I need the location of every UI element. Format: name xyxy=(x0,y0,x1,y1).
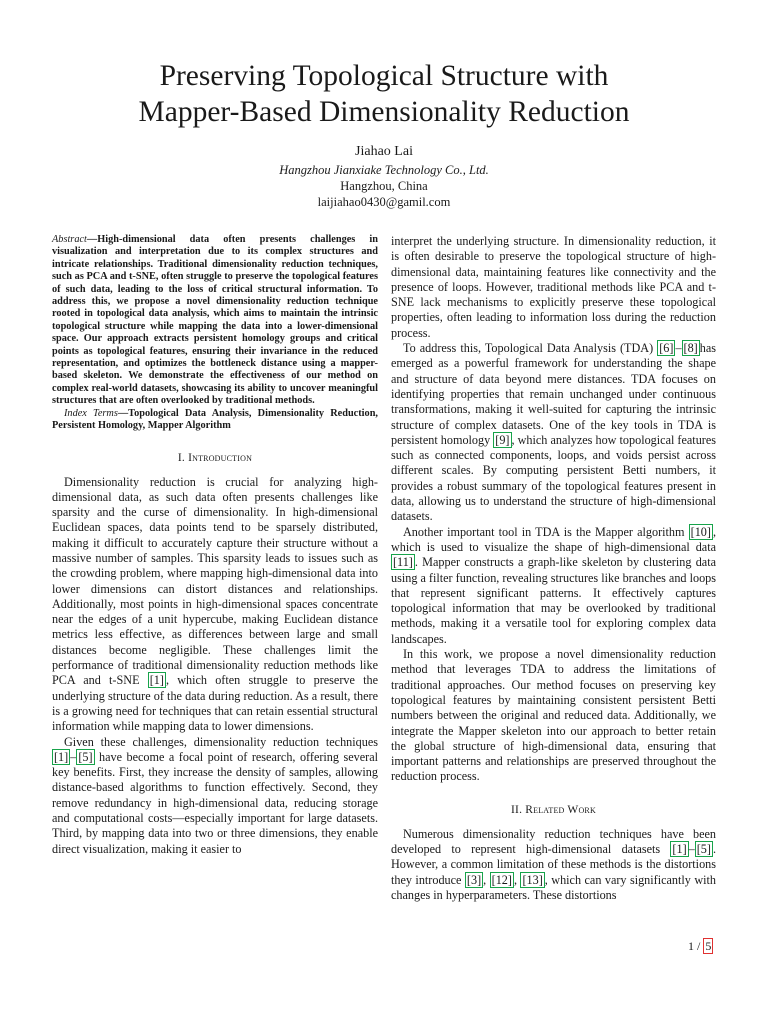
title-line-2: Mapper-Based Dimensionality Reduction xyxy=(138,96,630,128)
paragraph-text: Numerous dimensionality reduction techniques have been developed to represent high-dimensional datasets xyxy=(391,826,716,856)
citation-link[interactable]: [13] xyxy=(522,872,543,887)
citation-link[interactable]: [10] xyxy=(690,524,711,539)
paragraph-text: , which analyzes how topological features such as connected components, loops, and voids persist across different scales. By computing persistent Betti numbers, it provides a robust summary of the topological features present in data, allowing us to understand the structure of high-dimensional datasets. xyxy=(391,432,716,524)
right-column xyxy=(391,234,716,903)
section-title: Related Work xyxy=(525,803,596,816)
paragraph-text: Dimensionality reduction is crucial for analyzing high-dimensional data, as such data often presents challenges like sparsity and the curse of dimensionality. In high-dimensional Euclidean spaces, data points tend to be sparsely distributed, making it difficult to accurately capture their structure without a massive number of samples. This sparsity leads to issues such as the crowding problem, where mapping high-dimensional data into lower dimensions can distort distances and relationships. Additionally, most points in high-dimensional spaces concentrate near the edges of a unit hypercube, making Euclidean distance metrics less effective, as differences between large and small distances become negligible. These challenges limit the performance of traditional dimensionality reduction methods like PCA and t-SNE xyxy=(52,474,378,688)
paragraph-text: have become a focal point of research, offering several key benefits. First, they increase the density of samples, allowing distance-based algorithms to function effectively. Second, they remove redundancy in high-dimensional data, reducing storage and computational costs—especially important for large datasets. Third, by mapping data into two or three dimensions, they enable direct visualization, making it easier to xyxy=(52,749,378,856)
intro-paragraph-2 xyxy=(52,735,378,857)
citation-link[interactable]: [11] xyxy=(393,555,413,570)
paragraph-text: , which often struggle to preserve the underlying structure of the data during reduction. As a result, there is a growing need for techniques that can retain essential structural information while mapping data to lower dimensions. xyxy=(52,673,378,734)
index-terms xyxy=(52,408,378,433)
citation-separator: , xyxy=(513,872,521,887)
paper-title xyxy=(60,58,708,130)
intro-paragraph-4 xyxy=(391,525,716,647)
section-numeral: I. xyxy=(177,451,185,464)
citation-link[interactable]: [1] xyxy=(54,749,69,764)
related-paragraph-1 xyxy=(391,827,716,903)
author-name: Jiahao Lai xyxy=(355,144,413,159)
author-affiliation: Hangzhou Jianxiake Technology Co., Ltd. xyxy=(279,163,489,177)
paragraph-text: To address this, Topological Data Analysis (TDA) xyxy=(403,341,658,356)
citation-link[interactable]: [8] xyxy=(683,341,698,356)
author-block xyxy=(184,143,584,210)
paragraph-text: , which is used to visualize the shape of high-dimensional data xyxy=(391,524,716,554)
abstract xyxy=(52,234,378,408)
paragraph-text: has emerged as a powerful framework for understanding the shape and structure of data beyond mere distances. TDA focuses on identifying properties that remain unchanged under continuous transformations, making it well-suited for capturing the intrinsic structure of complex datasets. One of the key tools in TDA is persistent homology xyxy=(391,341,716,447)
citation-link[interactable]: [9] xyxy=(495,432,510,447)
paragraph-text: . Mapper constructs a graph-like skeleton by clustering data using a filter function, revealing structures like branches and loops that represent significant patterns. It effectively captures topological information that may be overlooked by traditional methods, making it a versatile tool for exploring complex data landscapes. xyxy=(391,555,716,646)
citation-separator: , xyxy=(483,872,490,887)
section-heading-related-work xyxy=(391,803,716,817)
intro-paragraph-3 xyxy=(391,341,716,525)
intro-paragraph-2-cont: interpret the underlying structure. In dimensionality reduction, it is often desirable to preserve the topological structure of high-dimensional data, maintaining features like connectivity and the presence of loops. However, traditional methods like PCA and t-SNE lack mechanisms to explicitly preserve these topological properties, often leading to information loss during the reduction process. xyxy=(391,234,716,340)
paragraph-text: , which can vary significantly with changes in hyperparameters. These distortions xyxy=(391,872,717,902)
author-email: laijiahao0430@gamil.com xyxy=(317,195,451,209)
section-heading-introduction xyxy=(52,451,378,465)
citation-link[interactable]: [6] xyxy=(659,341,674,356)
total-pages-link[interactable]: 5 xyxy=(705,939,712,953)
section-title: Introduction xyxy=(188,451,253,464)
abstract-text: —High-dimensional data often presents challenges in visualization and interpretation due to its complex structures and intricate relationships. Traditional dimensionality reduction techniques, such as PCA and t-SNE, often struggle to preserve the topological features of such data, leading to the loss of critical structural information. To address this, we propose a novel dimensionality reduction technique rooted in topological data analysis, which aims to maintain the intrinsic topological structure while mapping the data into a lower-dimensional space. Our approach extracts persistent homology groups and critical points as topological features, ensuring their invariance in the reduced representation, and optimizes the bottleneck distance using a mapper-based skeleton. We demonstrate the effectiveness of our method on complex real-world datasets, showcasing its ability to uncover meaningful structures that are often overlooked by traditional methods. xyxy=(52,234,378,407)
paragraph-text: Given these challenges, dimensionality reduction techniques xyxy=(64,734,378,749)
page-number-prefix: 1 / xyxy=(688,939,704,953)
author-location: Hangzhou, China xyxy=(340,179,428,193)
intro-paragraph-1 xyxy=(52,475,378,735)
citation-link[interactable]: [1] xyxy=(672,841,687,856)
paragraph-text: Another important tool in TDA is the Mapper algorithm xyxy=(403,524,689,539)
section-numeral: II. xyxy=(511,803,523,816)
title-line-1: Preserving Topological Structure with xyxy=(159,60,609,92)
index-terms-text: —Topological Data Analysis, Dimensionality Reduction, Persistent Homology, Mapper Algorithm xyxy=(52,407,378,432)
index-terms-label: Index Terms xyxy=(64,407,118,419)
intro-paragraph-5: In this work, we propose a novel dimensionality reduction method that leverages TDA to address the limitations of traditional approaches. Our method focuses on preserving key topological features by maintaining consistent persistent Betti numbers between the original and reduced data. Additionally, we integrate the Mapper skeleton into our approach to better retain the global structure of high-dimensional data, ensuring that important patterns and relationships are preserved throughout the reduction process. xyxy=(391,647,716,784)
citation-range-dash: – xyxy=(675,341,682,356)
paragraph-text: . However, a common limitation of these methods is the distortions they introduce xyxy=(391,841,716,887)
citation-link[interactable]: [12] xyxy=(491,872,512,887)
citation-range-dash: – xyxy=(70,749,77,764)
citation-link[interactable]: [1] xyxy=(149,673,164,688)
page-number xyxy=(688,938,713,954)
citation-link[interactable]: [3] xyxy=(466,872,482,887)
abstract-label: Abstract xyxy=(52,234,87,245)
citation-range-dash: – xyxy=(688,841,695,856)
citation-link[interactable]: [5] xyxy=(696,841,711,856)
citation-link[interactable]: [5] xyxy=(78,749,93,764)
left-column xyxy=(52,234,378,857)
